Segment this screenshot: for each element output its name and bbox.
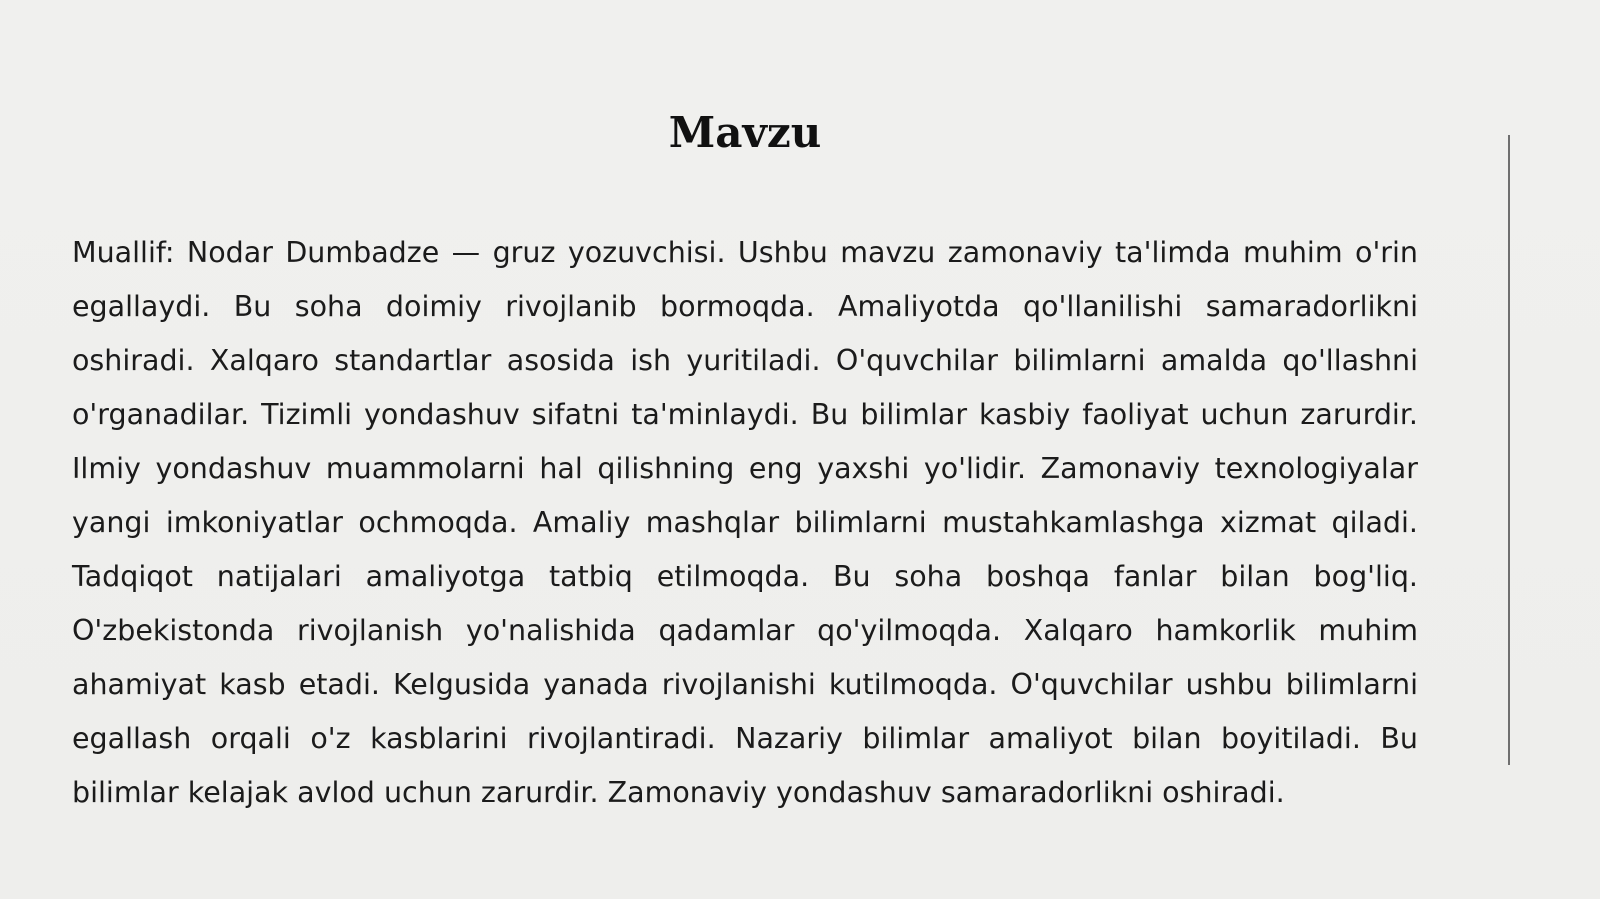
slide-body-text: Muallif: Nodar Dumbadze — gruz yozuvchisi. Ushbu mavzu zamonaviy ta'limda muhim o'rin egallaydi. Bu soha doimiy rivojlanib bormoqda. Amaliyotda qo'llanilishi samaradorlikni oshiradi. Xalqaro standartlar asosida ish yuritiladi. O'quvchilar bilimlarni amalda qo'llashni o'rganadilar. Tizimli yondashuv sifatni ta'minlaydi. Bu bilimlar kasbiy faoliyat uchun zarurdir. Ilmiy yondashuv muammolarni hal qilishning eng yaxshi yo'lidir. Zamonaviy texnologiyalar yangi imkoniyatlar ochmoqda. Amaliy mashqlar bilimlarni mustahkamlashga xizmat qiladi. Tadqiqot natijalari amaliyotga tatbiq etilmoqda. Bu soha boshqa fanlar bilan bog'liq. O'zbekistonda rivojlanish yo'nalishida qadamlar qo'yilmoqda. Xalqaro hamkorlik muhim ahamiyat kasb etadi. Kelgusida yanada rivojlanishi kutilmoqda. O'quvchilar ushbu bilimlarni egallash orqali o'z kasblarini rivojlantiradi. Nazariy bilimlar amaliyot bilan boyitiladi. Bu bilimlar kelajak avlod uchun zarurdir. Zamonaviy yondashuv samaradorlikni oshiradi. (72, 236, 1418, 809)
slide-title: Mavzu (668, 108, 822, 157)
vertical-divider (1508, 135, 1510, 765)
